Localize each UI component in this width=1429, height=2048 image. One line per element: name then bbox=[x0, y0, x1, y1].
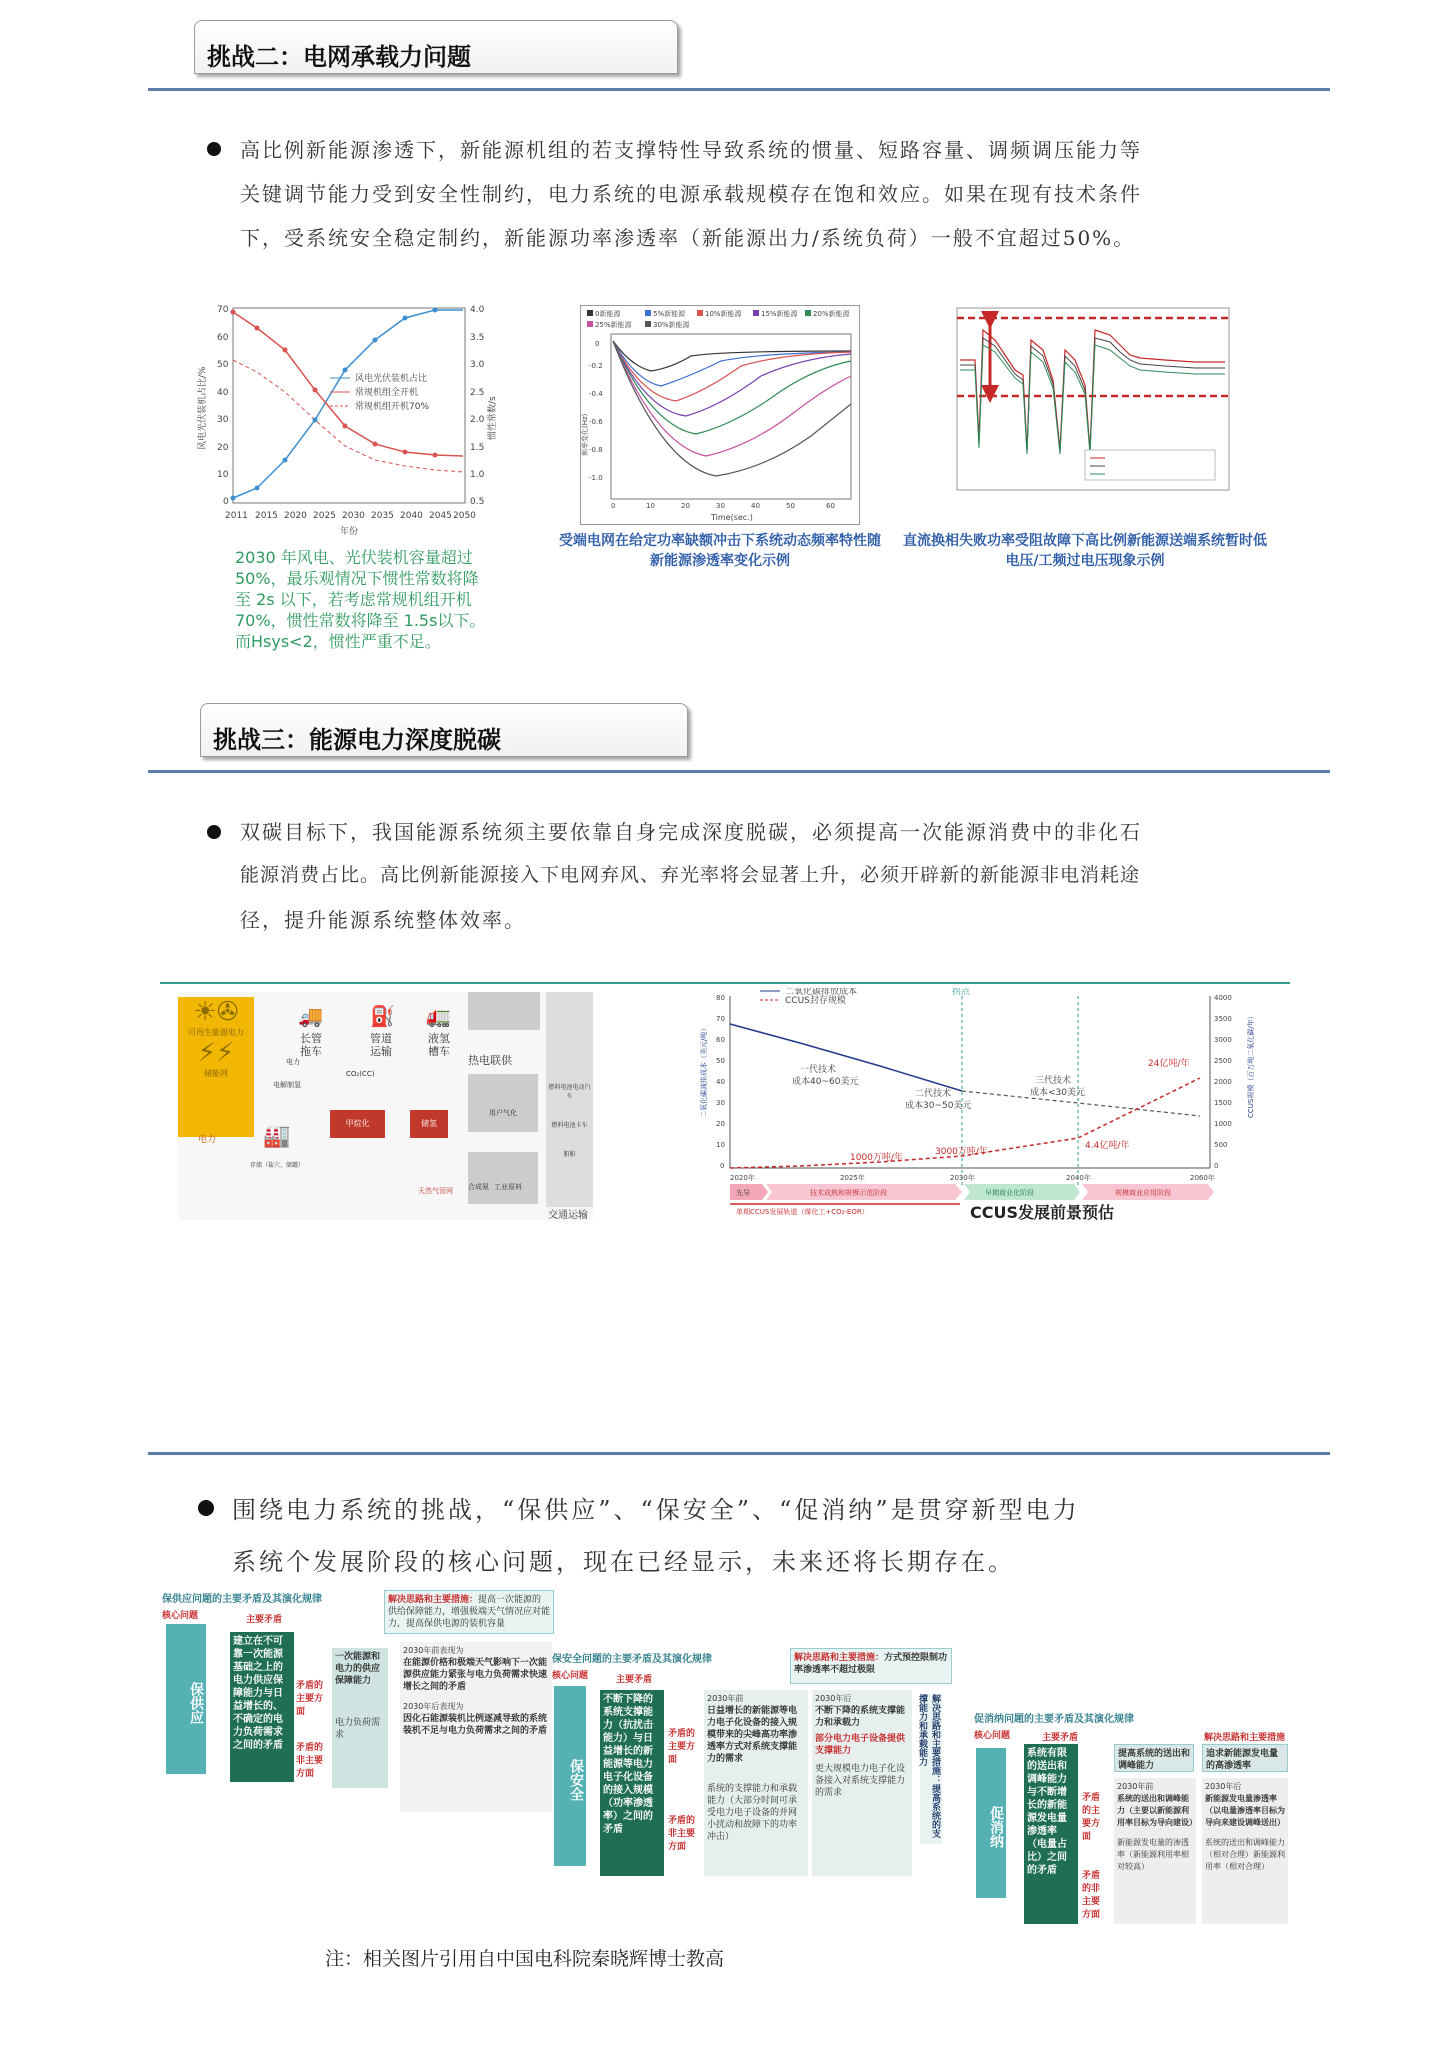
inertia-note bbox=[235, 547, 515, 652]
solution-box: 提高系统的送出和调峰能力 bbox=[1114, 1744, 1194, 1772]
svg-text:10: 10 bbox=[217, 470, 229, 480]
phase-label: 早期商业化阶段 bbox=[985, 1189, 1034, 1197]
use-label: 用户气化 bbox=[489, 1109, 517, 1117]
solution-text: 方式预控限制功率渗透率不超过极限 bbox=[794, 1653, 948, 1675]
main-label: 主要矛盾 bbox=[246, 1615, 283, 1625]
section-divider bbox=[148, 1452, 1330, 1455]
y-tick: 500 bbox=[1214, 1141, 1228, 1149]
period-text: 新能源发电量渗透率（以电量渗透率目标为导向来建设调峰送出） bbox=[1205, 1794, 1285, 1827]
paragraph-line: 关键调节能力受到安全性制约，电力系统的电源承载规模存在饱和效应。如果在现有技术条件 bbox=[240, 182, 1142, 206]
period-text: 系统的送出和调峰能力（主要以新能源利用率目标为导向建设） bbox=[1117, 1794, 1197, 1827]
y-tick: 0 bbox=[1214, 1162, 1219, 1170]
legend-item: 0新能源 bbox=[595, 310, 621, 318]
caption-line: 电压/工频过电压现象示例 bbox=[1005, 553, 1165, 569]
panel-title: 促消纳问题的主要矛盾及其演化规律 bbox=[974, 1714, 1134, 1725]
mid-top-text: 一次能源和电力的供应保障能力 bbox=[335, 1652, 381, 1686]
city-block bbox=[468, 992, 540, 1030]
paragraph-line: 双碳目标下，我国能源系统须主要依靠自身完成深度脱碳，必须提高一次能源消费中的非化石 bbox=[240, 820, 1142, 844]
y-tick: 70 bbox=[716, 1015, 725, 1023]
ccus-chart bbox=[700, 988, 1260, 1220]
period-subtext: 系统的支撑能力和承载能力（大部分时间可承受电力电子设备的并网小扰动和故障下的功率冲击） bbox=[707, 1784, 798, 1842]
svg-text:20: 20 bbox=[217, 443, 229, 453]
y-tick: 3500 bbox=[1214, 1015, 1232, 1023]
turning-point-label: 拐点 bbox=[952, 988, 971, 997]
note-line: 2030 年风电、光伏装机容量超过 bbox=[235, 548, 473, 567]
core-label: 核心问题 bbox=[974, 1731, 1011, 1741]
paragraph-line: 径，提升能源系统整体效率。 bbox=[240, 908, 526, 932]
legend-item: CCUS封存规模 bbox=[785, 996, 846, 1006]
note-line: 至 2s 以下，若考虑常规机组开机 bbox=[235, 590, 472, 609]
svg-text:0: 0 bbox=[595, 340, 600, 348]
co2-label: CO₂(CC) bbox=[346, 1070, 375, 1078]
svg-text:2030: 2030 bbox=[342, 511, 365, 521]
truck-icon: 🚚 bbox=[298, 1004, 323, 1028]
x-axis-label: Time(sec.) bbox=[711, 513, 753, 522]
aspect-sub-label: 矛盾的非主要方面 bbox=[668, 1816, 696, 1852]
period-label: 2030年后 bbox=[1205, 1782, 1242, 1791]
svg-text:4.0: 4.0 bbox=[470, 305, 485, 315]
figure-top-line bbox=[160, 982, 1290, 984]
note-line: 而Hsys<2，惯性严重不足。 bbox=[235, 632, 441, 651]
y-tick: 10 bbox=[716, 1141, 725, 1149]
frequency-chart bbox=[580, 305, 860, 525]
svg-text:2011: 2011 bbox=[225, 511, 248, 521]
aspect-sub-label: 矛盾的非主要方面 bbox=[1082, 1871, 1101, 1920]
inertia-chart-svg bbox=[195, 300, 505, 540]
y-tick: 2000 bbox=[1214, 1078, 1232, 1086]
section-title-text: 挑战二：电网承载力问题 bbox=[207, 43, 471, 71]
period-text: 不断下降的系统支撑能力和承载力 bbox=[815, 1706, 906, 1728]
y-axis-right-label: CCUS规模（百万吨二氧化碳/年） bbox=[1247, 1012, 1255, 1118]
source-label: 储能网 bbox=[204, 1069, 228, 1078]
period-after-box bbox=[812, 1690, 912, 1876]
period-text: 因化石能源装机比例逐减导致的系统装机不足与电力负荷需求之间的矛盾 bbox=[403, 1714, 548, 1736]
use-label: 工业原料 bbox=[494, 1183, 523, 1191]
red-box-label: 储氢 bbox=[421, 1119, 437, 1128]
section-title-challenge-3 bbox=[200, 703, 688, 757]
x-tick: 2020年 bbox=[730, 1174, 755, 1182]
svg-text:-0.2: -0.2 bbox=[589, 362, 603, 370]
legend-item: 20%新能源 bbox=[813, 310, 850, 318]
period-label: 2030年前 bbox=[707, 1694, 744, 1703]
renewable-source-box bbox=[178, 997, 254, 1137]
transport-footer: 交通运输 bbox=[548, 1210, 588, 1221]
phase-label: 先导 bbox=[736, 1189, 750, 1197]
legend-item: 常规机组开机70% bbox=[355, 402, 430, 412]
aspect-main-label: 矛盾的主要方面 bbox=[1082, 1793, 1101, 1842]
bullet-dot bbox=[207, 825, 221, 839]
y-tick: 60 bbox=[716, 1036, 725, 1044]
svg-text:-0.8: -0.8 bbox=[589, 446, 603, 454]
pylon-icon: ⚡⚡ bbox=[197, 1038, 235, 1068]
main-contradiction-box: 系统有限的送出和调峰能力与不断增长的新能源发电量渗透率（电量占比）之间的矛盾 bbox=[1024, 1744, 1078, 1924]
y-tick: 4000 bbox=[1214, 994, 1232, 1002]
svg-text:3.0: 3.0 bbox=[470, 360, 485, 370]
solution-box bbox=[384, 1590, 554, 1634]
tank-icon: 🏭 bbox=[263, 1124, 291, 1149]
panel-title: 保安全问题的主要矛盾及其演化规律 bbox=[552, 1654, 712, 1665]
y-tick: 80 bbox=[716, 994, 725, 1002]
ccus-footer-title: CCUS发展前景预估 bbox=[970, 1203, 1115, 1220]
svg-text:2035: 2035 bbox=[371, 511, 394, 521]
x-axis-label: 年份 bbox=[340, 527, 359, 537]
legend-item: 风电光伏装机占比 bbox=[355, 374, 428, 384]
source-label: 可再生能源电力 bbox=[188, 1028, 244, 1037]
svg-text:10: 10 bbox=[646, 502, 655, 510]
section-divider bbox=[148, 88, 1330, 91]
solution-label: 解决思路和主要措施： bbox=[388, 1595, 479, 1605]
paragraph-line: 能源消费占比。高比例新能源接入下电网弃风、弃光率将会显著上升，必须开辟新的新能源非电消耗途 bbox=[240, 864, 1141, 886]
use-label: 船舶 bbox=[563, 1151, 576, 1158]
core-label: 核心问题 bbox=[162, 1611, 199, 1621]
period-after-box bbox=[1202, 1778, 1288, 1924]
svg-text:0.5: 0.5 bbox=[470, 497, 485, 507]
electrolysis-label: 电解制氢 bbox=[273, 1081, 301, 1089]
svg-text:2050: 2050 bbox=[453, 511, 476, 521]
gas-station-block bbox=[468, 1074, 538, 1132]
ccus-footer-red: 单期CCUS发展轨道（煤化工+CO₂-EOR） bbox=[736, 1208, 869, 1216]
panel-supply bbox=[160, 1588, 555, 1818]
solution-box bbox=[790, 1648, 952, 1684]
transport-label: 长管拖车 bbox=[300, 1032, 322, 1058]
svg-text:40: 40 bbox=[217, 388, 229, 398]
panel-side-label: 促消纳 bbox=[976, 1748, 1006, 1898]
legend-item: 二氧化碳排放成本 bbox=[785, 988, 858, 997]
svg-text:40: 40 bbox=[751, 502, 760, 510]
svg-text:3.5: 3.5 bbox=[470, 333, 485, 343]
svg-text:60: 60 bbox=[826, 502, 835, 510]
legend-item: 15%新能源 bbox=[761, 310, 798, 318]
solution-label: 解决思路和主要措施： bbox=[794, 1653, 885, 1663]
x-tick: 2025年 bbox=[840, 1174, 865, 1182]
mid-bottom-text: 电力负荷需求 bbox=[335, 1718, 381, 1740]
svg-text:1.5: 1.5 bbox=[470, 443, 485, 453]
main-contradiction-box: 建立在不可靠一次能源基础之上的电力供应保障能力与日益增长的、不确定的电力负荷需求之间的矛盾 bbox=[230, 1632, 294, 1782]
chart-annotation: 三代技术 bbox=[1035, 1076, 1072, 1086]
use-label: 合成氨 bbox=[468, 1183, 489, 1191]
paragraph-line: 围绕电力系统的挑战，“保供应”、“保安全”、“促消纳”是贯穿新型电力 bbox=[232, 1496, 1080, 1524]
y-tick: 0 bbox=[720, 1162, 725, 1170]
chart-annotation: 成本40~60美元 bbox=[792, 1077, 859, 1087]
section-title-text: 挑战三：能源电力深度脱碳 bbox=[213, 726, 501, 754]
period-label: 2030年前 bbox=[1117, 1782, 1154, 1791]
y-tick: 1000 bbox=[1214, 1120, 1232, 1128]
pipe-label: 天然气管网 bbox=[418, 1187, 453, 1195]
industry-block bbox=[468, 1152, 538, 1204]
chart-annotation: 成本<30美元 bbox=[1030, 1088, 1085, 1098]
svg-text:20: 20 bbox=[681, 502, 690, 510]
caption-line: 新能源渗透率变化示例 bbox=[650, 553, 790, 569]
svg-text:2.5: 2.5 bbox=[470, 388, 485, 398]
svg-text:0: 0 bbox=[223, 497, 229, 507]
y-axis-left-label: 二氧化碳减排成本（美元/吨） bbox=[700, 1024, 708, 1118]
period-label: 2030年前表现为 bbox=[403, 1646, 464, 1655]
svg-text:70: 70 bbox=[217, 305, 229, 315]
section-title-challenge-2 bbox=[194, 20, 678, 74]
x-tick: 2040年 bbox=[1066, 1174, 1091, 1182]
paragraph-line: 下，受系统安全稳定制约，新能源功率渗透率（新能源出力/系统负荷）一般不宜超过50%。 bbox=[240, 226, 1136, 250]
voltage-chart bbox=[935, 300, 1235, 500]
legend-item: 30%新能源 bbox=[653, 321, 690, 329]
phase-label: 技术成熟和规模示范阶段 bbox=[810, 1189, 887, 1197]
note-line: 50%，最乐观情况下惯性常数将降 bbox=[235, 569, 479, 588]
period-subtext: 系统的送出和调峰能力（相对合理）新能源利用率（相对合理） bbox=[1205, 1838, 1285, 1871]
phase-label: 规模商业应用阶段 bbox=[1115, 1189, 1171, 1197]
svg-text:60: 60 bbox=[217, 333, 229, 343]
panel-security bbox=[550, 1648, 970, 1880]
svg-text:2025: 2025 bbox=[313, 511, 336, 521]
svg-text:30: 30 bbox=[716, 502, 725, 510]
period-subtext: 新能源发电量的渗透率（新能源利用率相对较高） bbox=[1117, 1838, 1189, 1871]
bullet-dot bbox=[207, 142, 221, 156]
red-box-label: 甲烷化 bbox=[345, 1119, 370, 1128]
x-tick: 2030年 bbox=[950, 1174, 975, 1182]
y-tick: 2500 bbox=[1214, 1057, 1232, 1065]
svg-text:2.0: 2.0 bbox=[470, 415, 485, 425]
methanation-box bbox=[330, 1110, 385, 1138]
svg-text:-0.4: -0.4 bbox=[589, 390, 603, 398]
pipe-icon: ⛽ bbox=[370, 1004, 395, 1028]
chart-annotation: 3000万吨/年 bbox=[935, 1147, 988, 1157]
core-label: 核心问题 bbox=[552, 1671, 589, 1681]
storage-box bbox=[410, 1110, 448, 1138]
chart-annotation: 1000万吨/年 bbox=[850, 1153, 903, 1163]
frequency-chart-svg bbox=[581, 306, 861, 526]
mid-column bbox=[332, 1648, 388, 1788]
period-before-box bbox=[704, 1690, 808, 1876]
storage-label: 存储（盐穴、储罐） bbox=[250, 1162, 305, 1169]
use-label: 燃料电池电动汽车 bbox=[548, 1084, 591, 1100]
panel-side-label: 保供应 bbox=[166, 1624, 206, 1774]
period-before-box bbox=[1114, 1778, 1196, 1924]
aspect-sub-label: 矛盾的非主要方面 bbox=[296, 1743, 324, 1779]
solution-box: 追求新能源发电量的高渗透率 bbox=[1202, 1744, 1288, 1772]
y-tick: 50 bbox=[716, 1057, 725, 1065]
main-label: 主要矛盾 bbox=[1042, 1733, 1079, 1743]
caption-line: 受端电网在给定功率缺额冲击下系统动态频率特性随 bbox=[559, 533, 881, 549]
use-label: 燃料电池卡车 bbox=[551, 1122, 588, 1129]
aspect-main-label: 矛盾的主要方面 bbox=[668, 1729, 696, 1765]
y-tick: 40 bbox=[716, 1078, 725, 1086]
paragraph-line: 高比例新能源渗透下，新能源机组的若支撑特性导致系统的惯量、短路容量、调频调压能力等 bbox=[240, 138, 1142, 162]
main-label: 主要矛盾 bbox=[616, 1675, 653, 1685]
y-tick: 3000 bbox=[1214, 1036, 1232, 1044]
panel-side-label: 保安全 bbox=[554, 1686, 586, 1866]
svg-text:50: 50 bbox=[786, 502, 795, 510]
uses-column bbox=[546, 992, 593, 1207]
frequency-caption bbox=[540, 530, 900, 570]
solution-label: 解决思路和主要措施 bbox=[1204, 1733, 1286, 1743]
hub-label: 热电联供 bbox=[468, 1054, 512, 1067]
y-tick: 20 bbox=[716, 1120, 725, 1128]
ccus-chart-svg bbox=[700, 988, 1260, 1220]
legend-item: 25%新能源 bbox=[595, 321, 632, 329]
svg-text:30: 30 bbox=[217, 415, 229, 425]
svg-text:0: 0 bbox=[611, 502, 616, 510]
source-note: 注：相关图片引用自中国电科院秦晓辉博士教高 bbox=[325, 1948, 725, 1970]
x-tick: 2060年 bbox=[1190, 1174, 1215, 1182]
period-text: 日益增长的新能源等电力电子化设备的接入规模带来的尖峰高功率渗透率方式对系统支撑能力的需求 bbox=[707, 1706, 798, 1764]
chart-annotation: 一代技术 bbox=[800, 1065, 837, 1075]
svg-text:-1.0: -1.0 bbox=[589, 474, 603, 482]
legend-item: 5%新能源 bbox=[653, 310, 686, 318]
svg-text:2040: 2040 bbox=[400, 511, 423, 521]
panel-consumption bbox=[972, 1708, 1292, 1928]
caption-line: 直流换相失败功率受阻故障下高比例新能源送端系统暂时低 bbox=[903, 533, 1267, 549]
y-tick: 30 bbox=[716, 1099, 725, 1107]
power-label: 电力 bbox=[286, 1058, 300, 1066]
svg-text:50: 50 bbox=[217, 360, 229, 370]
hydrogen-flow-diagram bbox=[178, 992, 593, 1220]
voltage-chart-svg bbox=[935, 300, 1235, 500]
svg-text:2020: 2020 bbox=[284, 511, 307, 521]
period-text: 在能源价格和极端天气影响下一次能源供应能力紧张与电力负荷需求快速增长之间的矛盾 bbox=[403, 1658, 548, 1692]
transport-label: 液氢槽车 bbox=[428, 1032, 450, 1058]
period-label: 2030年后表现为 bbox=[403, 1702, 464, 1711]
period-subtext: 更大规模电力电子化设备接入对系统支撑能力的需求 bbox=[815, 1764, 906, 1798]
panel-title: 保供应问题的主要矛盾及其演化规律 bbox=[162, 1594, 322, 1605]
chart-annotation: 24亿吨/年 bbox=[1148, 1059, 1190, 1069]
svg-text:1.0: 1.0 bbox=[470, 470, 485, 480]
bullet-dot bbox=[198, 1500, 214, 1516]
aspect-main-label: 矛盾的主要方面 bbox=[296, 1681, 324, 1717]
voltage-caption bbox=[895, 530, 1275, 570]
inertia-chart bbox=[195, 300, 505, 540]
svg-text:-0.6: -0.6 bbox=[589, 418, 603, 426]
source-caption: 电力 bbox=[198, 1135, 217, 1145]
transport-label: 管道运输 bbox=[370, 1032, 392, 1058]
period-red-text: 部分电力电子设备提供支撑能力 bbox=[815, 1734, 906, 1756]
legend-item: 常规机组全开机 bbox=[355, 388, 419, 398]
chart-annotation: 4.4亿吨/年 bbox=[1085, 1141, 1130, 1151]
chart-annotation: 成本30~50美元 bbox=[905, 1101, 972, 1111]
main-contradiction-box: 不断下降的系统支撑能力（抗扰击能力）与日益增长的新能源等电力电子化设备的接入规模（功率渗透率）之间的矛盾 bbox=[600, 1690, 664, 1876]
y-axis-left-label: 风电光伏装机占比/% bbox=[198, 366, 208, 450]
wind-solar-icon: ☀✇ bbox=[193, 997, 239, 1027]
section-divider bbox=[148, 770, 1330, 773]
y-axis-label: 频率变化(Hz) bbox=[581, 413, 589, 456]
period-label: 2030年后 bbox=[815, 1694, 852, 1703]
y-axis-right-label: 惯性常数/s bbox=[488, 396, 498, 440]
solution-text: 提高一次能源的供给保障能力，增强极端天气情况应对能力，提高保供电源的装机容量 bbox=[388, 1595, 551, 1629]
legend-item: 10%新能源 bbox=[705, 310, 742, 318]
chart-annotation: 二代技术 bbox=[915, 1089, 952, 1099]
svg-text:2015: 2015 bbox=[255, 511, 278, 521]
y-tick: 1500 bbox=[1214, 1099, 1232, 1107]
tanker-icon: 🚛 bbox=[426, 1004, 451, 1028]
vertical-solution-label: 解决思路和主要措施：提高系统的支撑能力和承载能力 bbox=[920, 1694, 942, 1844]
paragraph-line: 系统个发展阶段的核心问题，现在已经显示，未来还将长期存在。 bbox=[232, 1548, 1015, 1576]
timeline-box bbox=[400, 1642, 552, 1812]
note-line: 70%，惯性常数将降至 1.5s以下。 bbox=[235, 611, 486, 630]
svg-text:2045: 2045 bbox=[429, 511, 452, 521]
